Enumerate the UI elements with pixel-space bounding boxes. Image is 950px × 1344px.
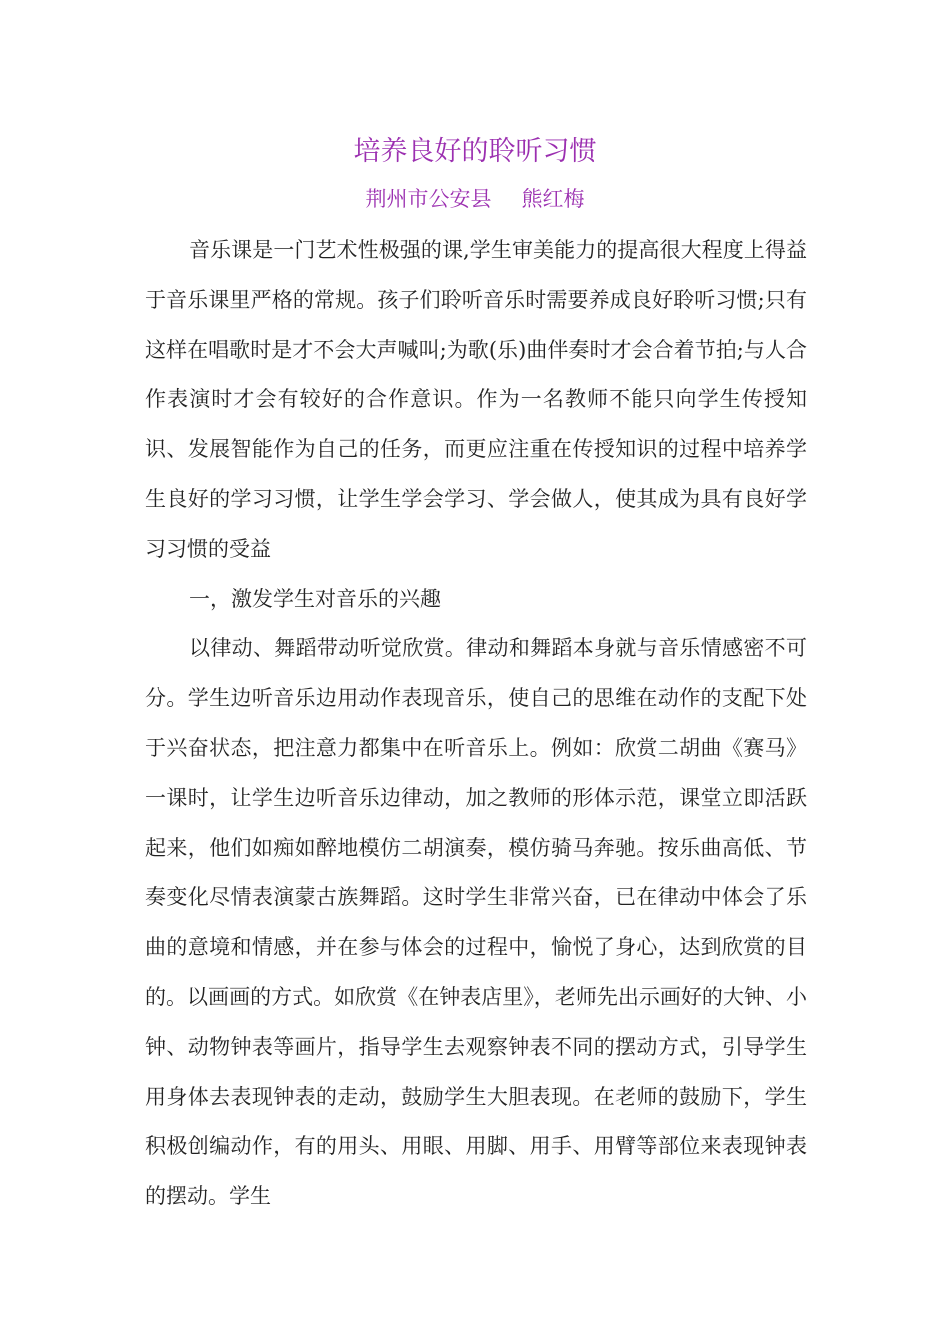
- paragraph-section-1: 以律动、舞蹈带动听觉欣赏。律动和舞蹈本身就与音乐情感密不可分。学生边听音乐边用动作表现音乐，使自己的思维在动作的支配下处于兴奋状态，把注意力都集中在听音乐上。例如：欣赏二胡曲《赛马》一课时，让学生边听音乐边律动，加之教师的形体示范，课堂立即活跃起来，他们如痴如醉地模仿二胡演奏，模仿骑马奔驰。按乐曲高低、节奏变化尽情表演蒙古族舞蹈。这时学生非常兴奋，已在律动中体会了乐曲的意境和情感，并在参与体会的过程中，愉悦了身心，达到欣赏的目的。以画画的方式。如欣赏《在钟表店里》，老师先出示画好的大钟、小钟、动物钟表等画片，指导学生去观察钟表不同的摆动方式，引导学生用身体去表现钟表的走动，鼓励学生大胆表现。在老师的鼓励下，学生积极创编动作，有的用头、用眼、用脚、用手、用臂等部位来表现钟表的摆动。学生: [145, 636, 807, 1209]
- document-body: [145, 226, 807, 1222]
- paragraph-intro: 音乐课是一门艺术性极强的课,学生审美能力的提高很大程度上得益于音乐课里严格的常规。孩子们聆听音乐时需要养成良好聆听习惯;只有这样在唱歌时是才不会大声喊叫;为歌(乐)曲伴奏时才会合着节拍;与人合作表演时才会有较好的合作意识。作为一名教师不能只向学生传授知识、发展智能作为自己的任务，而更应注重在传授知识的过程中培养学生良好的学习习惯，让学生学会学习、学会做人，使其成为具有良好学习习惯的受益: [145, 238, 807, 561]
- section-heading-1: 一，激发学生对音乐的兴趣: [189, 586, 441, 611]
- author-location: 荆州市公安县: [365, 187, 492, 211]
- document-title: 培养良好的聆听习惯: [353, 136, 597, 167]
- author-name: 熊红梅: [521, 187, 585, 211]
- author-byline: [0, 182, 950, 216]
